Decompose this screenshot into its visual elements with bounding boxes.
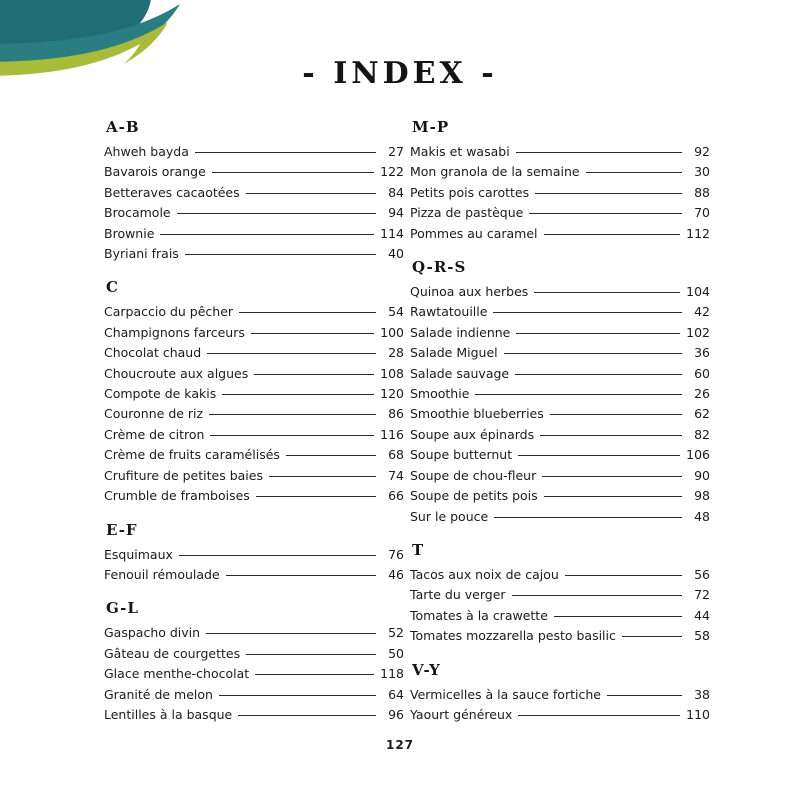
entry-name: Salade Miguel (410, 345, 498, 361)
index-section (104, 521, 404, 586)
index-section (410, 541, 710, 647)
index-entry[interactable] (410, 685, 710, 705)
index-entry[interactable] (104, 404, 404, 424)
entry-page: 82 (694, 426, 710, 442)
entry-page: 96 (388, 706, 404, 722)
leader-line (286, 455, 376, 456)
page-number: 127 (385, 738, 415, 752)
leader-line (512, 595, 682, 596)
index-entry[interactable] (410, 323, 710, 343)
index-entry[interactable] (104, 705, 404, 725)
index-entry[interactable] (410, 142, 710, 162)
leader-line (515, 374, 682, 375)
entry-name: Tarte du verger (410, 587, 506, 603)
index-entry[interactable] (410, 705, 710, 725)
entry-name: Smoothie (410, 386, 470, 402)
entry-name: Soupe de chou-fleur (410, 467, 537, 483)
leader-line (554, 616, 682, 617)
entry-name: Byriani frais (104, 246, 179, 262)
leader-line (256, 496, 376, 497)
index-entry[interactable] (104, 302, 404, 322)
left-column (104, 118, 404, 739)
entry-name: Pizza de pastèque (410, 205, 524, 221)
entry-name: Vermicelles à la sauce fortiche (410, 686, 601, 702)
entry-name: Crème de citron (104, 426, 205, 442)
index-entry[interactable] (104, 623, 404, 643)
entry-name: Champignons farceurs (104, 324, 245, 340)
entry-page: 118 (380, 666, 404, 682)
index-entry[interactable] (104, 183, 404, 203)
leader-line (222, 394, 374, 395)
entry-page: 56 (694, 566, 710, 582)
entry-page: 66 (388, 488, 404, 504)
index-section (410, 258, 710, 527)
leader-line (269, 476, 376, 477)
entry-name: Petits pois carottes (410, 184, 530, 200)
index-entry[interactable] (104, 545, 404, 565)
index-entry[interactable] (104, 565, 404, 585)
decorative-ribbon (0, 0, 220, 110)
entry-page: 27 (388, 144, 404, 159)
entry-page: 50 (388, 645, 404, 661)
index-entry[interactable] (104, 323, 404, 343)
entry-page: 114 (380, 225, 404, 241)
section-heading: A-B (106, 118, 140, 136)
leader-line (622, 636, 682, 637)
entry-page: 64 (388, 686, 404, 702)
right-column (410, 118, 710, 739)
index-entry[interactable] (104, 664, 404, 684)
index-entry[interactable] (104, 364, 404, 384)
entry-page: 100 (380, 324, 404, 340)
index-entry[interactable] (104, 244, 404, 264)
leader-line (179, 555, 376, 556)
index-entry[interactable] (104, 224, 404, 244)
leader-line (255, 674, 374, 675)
index-entry[interactable] (410, 507, 710, 527)
index-entry[interactable] (104, 343, 404, 363)
entry-name: Soupe aux épinards (410, 426, 535, 442)
entry-name: Lentilles à la basque (104, 706, 233, 722)
entry-name: Tacos aux noix de cajou (410, 566, 559, 582)
leader-line (238, 715, 376, 716)
entry-page: 46 (388, 566, 404, 582)
entry-page: 44 (694, 607, 710, 623)
leader-line (516, 333, 680, 334)
leader-line (518, 715, 680, 716)
entry-page: 68 (388, 447, 404, 463)
index-entry[interactable] (104, 203, 404, 223)
entry-name: Makis et wasabi (410, 144, 510, 159)
leader-line (475, 394, 682, 395)
section-heading: G-L (106, 599, 139, 618)
index-entry[interactable] (410, 384, 710, 404)
leader-line (209, 414, 376, 415)
index-section (104, 278, 404, 506)
index-entry[interactable] (104, 685, 404, 705)
entry-page: 98 (694, 488, 710, 504)
section-heading: V-Y (412, 660, 441, 679)
leader-line (226, 575, 376, 576)
entry-name: Fenouil rémoulade (104, 566, 220, 582)
section-heading: E-F (106, 520, 138, 539)
section-heading: T (412, 540, 425, 559)
index-section (104, 118, 404, 264)
entry-page: 94 (388, 205, 404, 221)
index-section (410, 118, 710, 244)
index-entry[interactable] (410, 466, 710, 486)
index-entry[interactable] (104, 425, 404, 445)
index-entry[interactable] (104, 162, 404, 182)
leader-line (550, 414, 682, 415)
entry-page: 38 (694, 686, 710, 702)
entry-name: Tomates mozzarella pesto basilic (410, 628, 616, 644)
leader-line (210, 435, 374, 436)
entry-name: Smoothie blueberries (410, 406, 544, 422)
entry-name: Gâteau de courgettes (104, 645, 241, 661)
index-entry[interactable] (410, 565, 710, 585)
entry-page: 90 (694, 467, 710, 483)
leader-line (534, 292, 680, 293)
entry-page: 74 (388, 467, 404, 483)
index-entry[interactable] (410, 203, 710, 223)
index-entry[interactable] (410, 626, 710, 646)
entry-name: Tomates à la crawette (410, 607, 548, 623)
entry-name: Brocamole (104, 205, 171, 221)
leader-line (544, 234, 681, 235)
leader-line (518, 455, 680, 456)
entry-page: 120 (380, 386, 404, 402)
index-section (104, 599, 404, 725)
entry-page: 30 (694, 164, 710, 180)
entry-name: Pommes au caramel (410, 225, 538, 241)
leader-line (544, 496, 682, 497)
entry-page: 26 (694, 386, 710, 402)
leader-line (535, 193, 682, 194)
entry-name: Gaspacho divin (104, 625, 201, 641)
entry-page: 92 (694, 144, 710, 159)
index-entry[interactable] (410, 425, 710, 445)
index-entry[interactable] (104, 384, 404, 404)
leader-line (206, 633, 376, 634)
entry-page: 112 (686, 225, 710, 241)
leader-line (207, 353, 376, 354)
leader-line (540, 435, 682, 436)
leader-line (494, 517, 682, 518)
entry-name: Crufiture de petites baies (104, 467, 263, 483)
index-entry[interactable] (104, 644, 404, 664)
section-heading: M-P (412, 118, 450, 136)
leader-line (219, 695, 376, 696)
leader-line (607, 695, 682, 696)
entry-page: 60 (694, 365, 710, 381)
index-entry[interactable] (410, 183, 710, 203)
leader-line (542, 476, 682, 477)
entry-page: 48 (694, 508, 710, 524)
leader-line (565, 575, 682, 576)
index-entry[interactable] (104, 142, 404, 162)
entry-name: Salade indienne (410, 324, 511, 340)
entry-page: 110 (686, 706, 710, 722)
leader-line (586, 172, 682, 173)
index-section (410, 661, 710, 726)
leader-line (246, 193, 376, 194)
entry-page: 72 (694, 587, 710, 603)
entry-page: 104 (686, 284, 710, 300)
entry-page: 76 (388, 546, 404, 562)
leader-line (246, 654, 376, 655)
leader-line (504, 353, 682, 354)
entry-name: Brownie (104, 225, 155, 241)
entry-name: Carpaccio du pêcher (104, 304, 234, 320)
index-entry[interactable] (104, 486, 404, 506)
entry-name: Soupe butternut (410, 447, 513, 463)
leader-line (254, 374, 374, 375)
entry-name: Crumble de framboises (104, 488, 250, 504)
index-columns (0, 118, 800, 739)
entry-page: 108 (380, 365, 404, 381)
entry-name: Crème de fruits caramélisés (104, 447, 280, 463)
index-entry[interactable] (410, 162, 710, 182)
leader-line (529, 213, 682, 214)
section-heading: C (106, 278, 119, 297)
entry-page: 58 (694, 628, 710, 644)
leader-line (251, 333, 374, 334)
leader-line (195, 152, 376, 153)
entry-page: 54 (388, 304, 404, 320)
index-entry[interactable] (104, 466, 404, 486)
entry-page: 122 (380, 164, 404, 180)
entry-page: 62 (694, 406, 710, 422)
entry-name: Sur le pouce (410, 508, 489, 524)
entry-name: Salade sauvage (410, 365, 510, 381)
leader-line (160, 234, 374, 235)
index-entry[interactable] (410, 343, 710, 363)
leader-line (516, 152, 682, 153)
entry-page: 42 (694, 304, 710, 320)
leader-line (212, 172, 374, 173)
entry-name: Quinoa aux herbes (410, 284, 529, 300)
entry-name: Esquimaux (104, 546, 173, 562)
entry-page: 88 (694, 184, 710, 200)
entry-page: 52 (388, 625, 404, 641)
entry-name: Bavarois orange (104, 164, 206, 180)
index-entry[interactable] (410, 585, 710, 605)
entry-name: Betteraves cacaotées (104, 184, 240, 200)
entry-name: Compote de kakis (104, 386, 217, 402)
entry-name: Yaourt généreux (410, 706, 513, 722)
index-entry[interactable] (104, 445, 404, 465)
entry-name: Mon granola de la semaine (410, 164, 580, 180)
index-entry[interactable] (410, 364, 710, 384)
entry-name: Granité de melon (104, 686, 213, 702)
entry-name: Rawtatouille (410, 304, 488, 320)
entry-page: 86 (388, 406, 404, 422)
entry-name: Soupe de petits pois (410, 488, 538, 504)
index-entry[interactable] (410, 404, 710, 424)
index-entry[interactable] (410, 224, 710, 244)
section-heading: Q-R-S (412, 258, 467, 277)
entry-name: Ahweh bayda (104, 144, 189, 159)
entry-name: Glace menthe-chocolat (104, 666, 250, 682)
entry-name: Choucroute aux algues (104, 365, 249, 381)
leader-line (493, 312, 682, 313)
entry-page: 102 (686, 324, 710, 340)
leader-line (239, 312, 376, 313)
entry-page: 70 (694, 205, 710, 221)
leader-line (177, 213, 376, 214)
page-title: - INDEX - (302, 56, 498, 91)
entry-name: Couronne de riz (104, 406, 204, 422)
entry-page: 116 (380, 426, 404, 442)
index-entry[interactable] (410, 302, 710, 322)
entry-name: Chocolat chaud (104, 345, 202, 361)
leader-line (185, 254, 376, 255)
index-entry[interactable] (410, 282, 710, 302)
index-entry[interactable] (410, 606, 710, 626)
entry-page: 106 (686, 447, 710, 463)
entry-page: 28 (388, 345, 404, 361)
index-entry[interactable] (410, 445, 710, 465)
index-entry[interactable] (410, 486, 710, 506)
entry-page: 84 (388, 184, 404, 200)
entry-page: 40 (388, 246, 404, 262)
entry-page: 36 (694, 345, 710, 361)
